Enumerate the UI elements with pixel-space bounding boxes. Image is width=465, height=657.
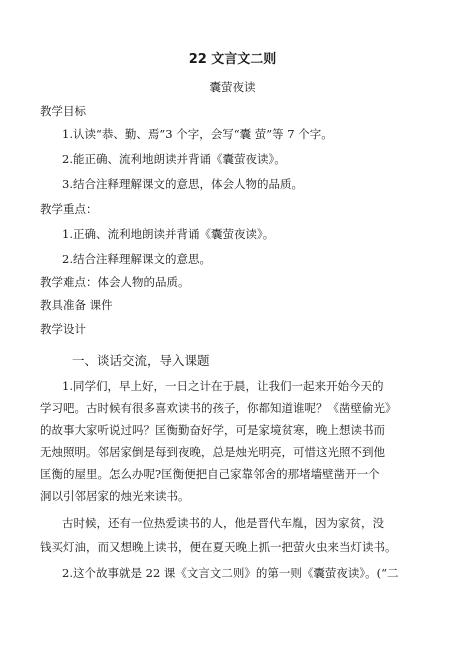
paragraph-line: 1.同学们，早上好，一日之计在于晨，让我们一起来开始今天的 (62, 379, 384, 393)
paragraph-line: 洞以引邻居家的烛光来读书。 (40, 489, 190, 503)
difficulty-line: 教学难点：体会人物的品质。 (40, 275, 190, 289)
objectives-heading: 教学目标 (40, 104, 86, 118)
key-point-item: 2.结合注释理解课文的意思。 (62, 252, 211, 266)
paragraph-line: 学习吧。古时候有很多喜欢读书的孩子，你都知道谁呢？《凿壁偷光》 (40, 401, 397, 415)
key-points-heading: 教学重点： (40, 202, 98, 216)
objective-item: 1.认读“恭、勤、焉”3 个字，会写“囊 萤”等 7 个字。 (62, 127, 333, 141)
document-title: 22 文言文二则 (188, 52, 277, 67)
paragraph-line: 钱买灯油，而又想晚上读书，便在夏天晚上抓一把萤火虫来当灯读书。 (40, 540, 397, 554)
key-point-item: 1.正确、流利地朗读并背诵《囊萤夜读》。 (62, 227, 275, 241)
document-subtitle: 囊萤夜读 (209, 80, 256, 94)
section-heading: 一、谈话交流，导入课题 (72, 353, 210, 368)
paragraph-line: 无烛照明。邻居家倒是每到夜晚，总是烛光明亮，可惜这光照不到他 (40, 445, 385, 459)
design-heading: 教学设计 (40, 322, 86, 336)
objective-item: 2.能正确、流利地朗读并背诵《囊萤夜读》。 (62, 152, 286, 166)
paragraph-line: 匡衡的屋里。怎么办呢?匡衡便把自己家靠邻舍的那堵墙壁凿开一个 (40, 467, 380, 481)
paragraph-line: 2.这个故事就是 22 课《文言文二则》的第一则《囊萤夜读》。(“二 (62, 566, 399, 580)
paragraph-line: 的故事大家听说过吗？匡衡勤奋好学，可是家境贫寒，晚上想读书而 (40, 423, 385, 437)
objective-item: 3.结合注释理解课文的意思，体会人物的品质。 (62, 177, 303, 191)
materials-line: 教具准备 课件 (40, 298, 113, 312)
paragraph-line: 古时候，还有一位热爱读书的人，他是晋代车胤，因为家贫，没 (62, 516, 384, 530)
